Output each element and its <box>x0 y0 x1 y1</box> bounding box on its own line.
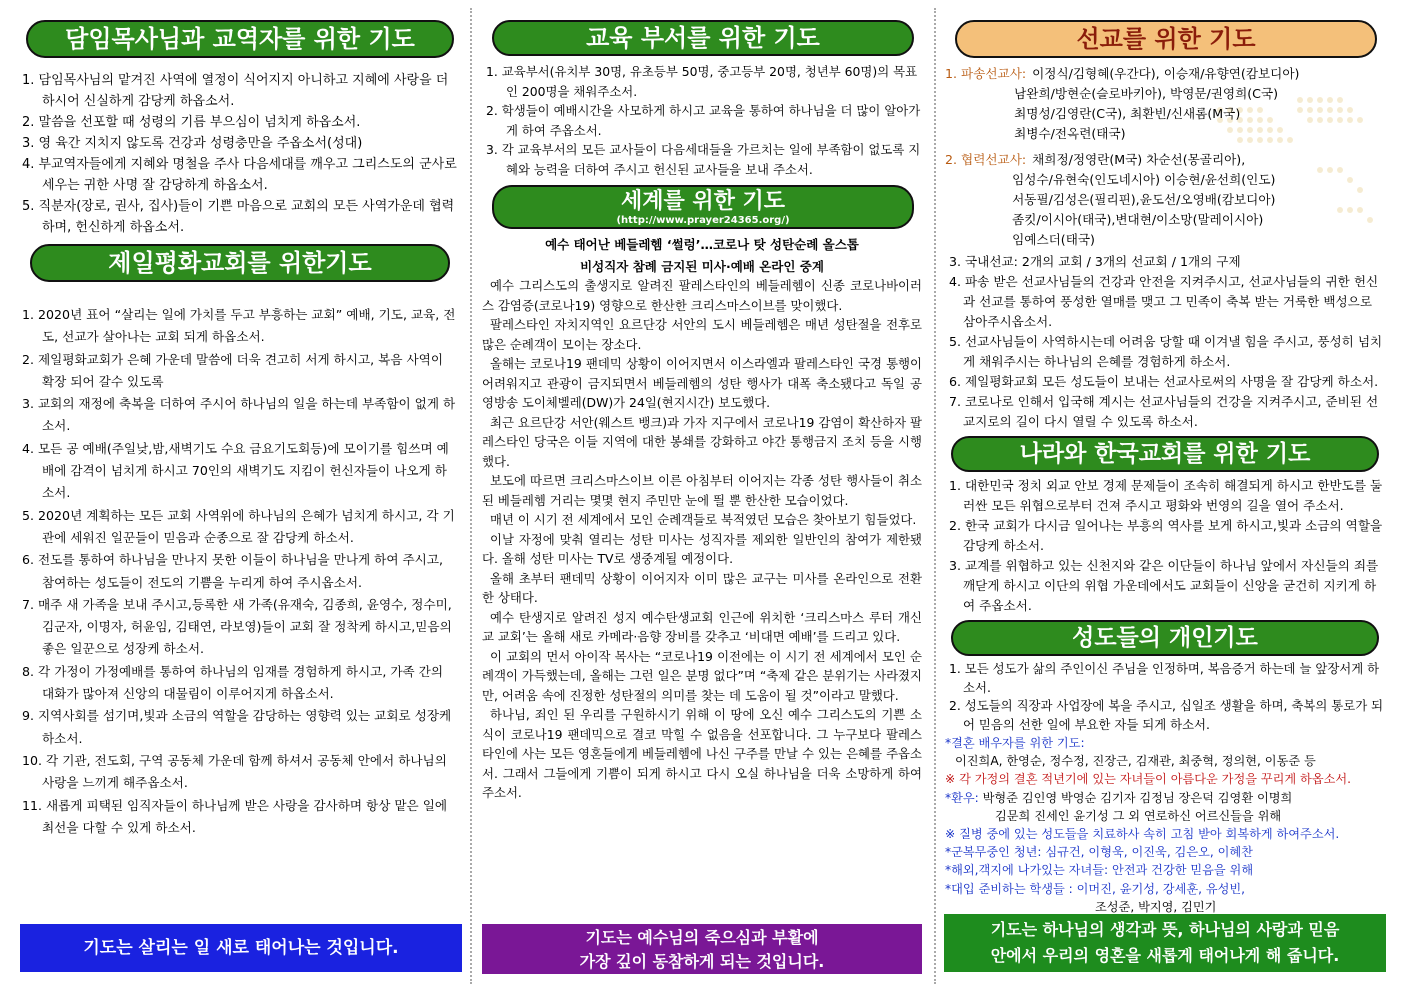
marriage-title: *결혼 배우자를 위한 기도: <box>945 736 1085 750</box>
patients-note: ※ 질병 중에 있는 성도들을 치료하사 속히 고침 받아 회복하게 하여주소서. <box>945 827 1340 842</box>
pastor-prayer-list <box>18 70 458 238</box>
list-item: 1. 모든 성도가 삶의 주인이신 주님을 인정하며, 복음증거 하는데 늘 앞장서게 하소서. <box>949 661 1380 695</box>
heading-church-prayer: 제일평화교회를 위한기도 <box>30 244 450 282</box>
news-paragraph: 이 교회의 먼서 아이작 목사는 “코로나19 이전에는 이 시기 전 세계에서 모인 순례객이 가득했는데, 올해는 그런 일은 분명 없다”며 “축제 같은 분위기는 사라졌지만, 어려움 속에 진정한 성탄절의 의미를 찾는 데 도움이 될 것”이라고 말했다. <box>482 648 922 703</box>
list-item: 2. 한국 교회가 다시금 일어나는 부흥의 역사를 보게 하시고,빛과 소금의 역할을 감당케 하소서. <box>949 518 1383 553</box>
list-item: 10. 각 기관, 전도회, 구역 공동체 가운데 함께 하셔서 공동체 안에서 하나님의 사랑을 느끼게 해주옵소서. <box>22 752 447 791</box>
footer-right <box>944 914 1386 972</box>
world-prayer-title: 세계를 위한 기도 <box>620 189 786 214</box>
news-paragraph: 최근 요르단강 서안(웨스트 뱅크)과 가자 지구에서 코로나19 감염이 확산하자 팔레스타인 당국은 이들 지역에 대한 봉쇄를 강화하고 야간 통행금지 조치 등을 시행했다. <box>482 414 922 469</box>
heading-pastor-prayer: 담임목사님과 교역자를 위한 기도 <box>26 20 454 58</box>
news-subtitle: 비성직자 참례 금지된 미사·예배 온라인 중계 <box>580 259 824 274</box>
column-left <box>18 10 458 839</box>
marriage-note: ※ 각 가정의 결혼 적년기에 있는 자녀들이 아름다운 가정을 꾸리게 하옵소서. <box>945 772 1352 787</box>
heading-personal-prayer: 성도들의 개인기도 <box>951 620 1379 656</box>
church-prayer-list <box>18 304 458 839</box>
column-middle <box>482 10 922 803</box>
list-item: 3. 영 육간 지치지 않도록 건강과 성령충만을 주옵소서(성대) <box>22 136 363 151</box>
news-paragraph: 이날 자정에 맞춰 열리는 성탄 미사는 성직자를 제외한 일반인의 참여가 제한됐다. 올해 성탄 미사는 TV로 생중계될 예정이다. <box>482 531 922 566</box>
missionary-group <box>945 150 1385 250</box>
list-item: 3. 교계를 위협하고 있는 신천지와 같은 이단들이 하나님 앞에서 자신들의 죄를 깨닫게 하시고 이단의 위협 가운데에서도 교회들이 신앙을 굳건히 지키게 하여 주옵소서. <box>949 558 1379 613</box>
news-paragraph: 매년 이 시기 전 세계에서 모인 순례객들로 북적였던 모습은 찾아보기 힘들었다. <box>490 512 917 527</box>
missionary-names: 채희정/정영란(M국) 차순선(몽골리아), 임성수/유현숙(인도네시아) 이승현/윤선희(인도) 서동필/김성은(필리핀),윤도선/오영배(캄보디아) 좀킷/이시아(태국),변대현/이소망(말레이시아) 임예스더(태국) <box>1012 152 1276 247</box>
footer-middle-line1: 기도는 예수님의 죽으심과 부활에 <box>585 928 819 947</box>
footer-left: 기도는 살리는 일 새로 태어나는 것입니다. <box>20 924 462 972</box>
heading-nation-prayer: 나라와 한국교회를 위한 기도 <box>951 436 1379 472</box>
footer-middle <box>482 924 922 974</box>
news-paragraph: 올해는 코로나19 팬데믹 상황이 이어지면서 이스라엘과 팔레스타인 국경 통행이 어려워지고 관광이 금지되면서 베들레헴의 성탄 행사가 대폭 축소됐다고 독일 공영방송 도이체벨레(DW)가 24일(현지시간) 보도했다. <box>482 356 922 410</box>
missionary-group-label: 2. 협력선교사: <box>945 152 1027 167</box>
missionaries-block <box>945 64 1385 250</box>
list-item: 11. 새롭게 피택된 임직자들이 하나님께 받은 사랑을 감사하며 항상 맡은 일에 최선을 다할 수 있게 하소서. <box>22 797 448 835</box>
news-title: 예수 태어난 베들레헴 ‘썰렁’…코로나 탓 성탄순례 올스톱 <box>545 237 859 252</box>
list-item: 3. 각 교육부서의 모든 교사들이 다음세대들을 가르치는 일에 부족함이 없도록 지혜와 능력을 더하여 주시고 헌신된 교사들을 보내 주소서. <box>486 142 921 177</box>
mission-prayer-list <box>945 252 1385 432</box>
military-line: *군복무중인 청년: 심규건, 이형욱, 이진욱, 김은오, 이혜찬 <box>945 845 1253 860</box>
world-prayer-url: (http://www.prayer24365.org/) <box>616 215 790 226</box>
list-item: 9. 지역사회를 섬기며,빛과 소금의 역할을 감당하는 영향력 있는 교회로 성장케 하소서. <box>22 708 452 746</box>
exam-line2: 조성준, 박지영, 김민기 <box>1095 899 1217 914</box>
list-item: 4. 모든 공 예배(주일낮,밤,새벽기도 수요 금요기도회등)에 모이기를 힘쓰며 예배에 감격이 넘치게 하시고 70인의 새벽기도 지킴이 헌신자들이 나오게 하소서. <box>22 440 449 501</box>
list-item: 5. 2020년 계획하는 모든 교회 사역위에 하나님의 은혜가 넘치게 하시고, 각 기관에 세워진 일꾼들이 믿음과 순종으로 잘 감당케 하소서. <box>22 507 455 545</box>
news-paragraph: 올해 초부터 팬데믹 상황이 이어지자 이미 많은 교구는 미사를 온라인으로 전환한 상태다. <box>482 570 922 605</box>
list-item: 1. 2020년 표어 “살리는 일에 가치를 두고 부흥하는 교회” 예배, 기도, 교육, 전도, 선교가 살아나는 교회 되게 하옵소서. <box>22 307 456 345</box>
footer-middle-line2: 가장 깊이 동참하게 되는 것입니다. <box>579 952 825 971</box>
list-item: 8. 각 가정이 가정예배를 통하여 하나님의 임재를 경험하게 하시고, 가족 간의 대화가 많아져 신앙의 대물림이 이루어지게 하옵소서. <box>22 663 444 702</box>
heading-world-prayer <box>492 185 914 229</box>
list-item: 7. 코로나로 인해서 입국해 계시는 선교사님들의 건강을 지켜주시고, 준비된 선교지로의 길이 다시 열릴 수 있도록 하소서. <box>949 394 1379 429</box>
list-item: 1. 담임목사님의 맡겨진 사역에 열정이 식어지지 아니하고 지혜에 사랑을 더하시어 신실하게 감당케 하옵소서. <box>22 73 449 109</box>
news-paragraph: 보도에 따르면 크리스마스이브 이른 아침부터 이어지는 각종 성탄 행사들이 취소된 베들레헴 거리는 몇몇 현지 주민만 눈에 띌 뿐 한산한 모습이었다. <box>482 473 922 508</box>
patients-line2: 김문희 진세인 윤기성 그 외 연로하신 어르신들을 위해 <box>995 808 1282 823</box>
news-paragraph: 하나님, 죄인 된 우리를 구원하시기 위해 이 땅에 오신 예수 그리스도의 기쁜 소식이 코로나19 팬데믹으로 결코 막힐 수 없음을 선포합니다. 그 누구보다 팔레스타인에 사는 모든 영혼들에게 베들레헴에 나신 구주를 만날 수 있는 은혜를 주옵소서. 그래서 그들에게 기쁨이 되게 하시고 다시 오실 하나님을 더욱 소망하게 하여 주소서. <box>482 707 922 800</box>
heading-education-prayer: 교육 부서를 위한 기도 <box>492 20 914 56</box>
news-paragraph: 예수 그리스도의 출생지로 알려진 팔레스타인의 베들레헴이 신종 코로나바이러스 감염증(코로나19) 영향으로 한산한 크리스마스이브를 맞이했다. <box>482 278 922 313</box>
list-item: 7. 매주 새 가족을 보내 주시고,등록한 새 가족(유재숙, 김종희, 윤영수, 정수미, 김군자, 이명자, 허윤임, 김태연, 라보영)들이 교회 잘 정착케 하시고,믿음의 좋은 일꾼으로 성장케 하소서. <box>22 596 452 657</box>
list-item: 6. 전도를 통하여 하나님을 만나지 못한 이들이 하나님을 만나게 하여 주시고, 참여하는 성도들이 전도의 기쁨을 누리게 하여 주시옵소서. <box>22 552 444 590</box>
list-item: 1. 대한민국 정치 외교 안보 경제 문제들이 조속히 해결되게 하시고 한반도를 둘러싼 모든 위협으로부터 건져 주시고 평화와 번영의 길을 열어 주소서. <box>949 478 1383 513</box>
list-item: 1. 교육부서(유치부 30명, 유초등부 50명, 중고등부 20명, 청년부 60명)의 목표인 200명을 채워주소서. <box>486 64 918 99</box>
patients-line: *환우: 박형준 김인영 박영순 김기자 김정님 장은덕 김영환 이명희 <box>945 790 1293 805</box>
list-item: 5. 선교사님들이 사역하시는데 어려움 당할 때 이겨낼 힘을 주시고, 풍성히 넘치게 채워주시는 하나님의 은혜를 경험하게 하소서. <box>949 334 1383 369</box>
news-body <box>482 276 922 803</box>
overseas-line: *해외,객지에 나가있는 자녀들: 안전과 건강한 믿음을 위해 <box>945 863 1254 878</box>
missionary-group <box>945 64 1385 144</box>
column-right <box>945 10 1385 916</box>
heading-mission-prayer: 선교를 위한 기도 <box>955 20 1377 58</box>
list-item: 2. 성도들의 직장과 사업장에 복을 주시고, 십일조 생활을 하며, 축복의 통로가 되어 믿음의 선한 일에 부요한 자들 되게 하소서. <box>949 698 1384 732</box>
marriage-names: 이진희A, 한영순, 정수정, 진장근, 김재관, 최중혁, 정의현, 이동준 등 <box>955 754 1316 769</box>
list-item: 2. 말씀을 선포할 때 성령의 기름 부으심이 넘치게 하옵소서. <box>22 115 361 130</box>
news-paragraph: 팔레스타인 자치지역인 요르단강 서안의 도시 베들레헴은 매년 성탄절을 전후로 많은 순례객이 모이는 장소다. <box>482 317 922 352</box>
footer-right-line1: 기도는 하나님의 생각과 뜻, 하나님의 사랑과 믿음 <box>990 920 1340 939</box>
list-item: 3. 교회의 재정에 축복을 더하여 주시어 하나님의 일을 하는데 부족함이 없게 하소서. <box>22 396 456 434</box>
footer-right-line2: 안에서 우리의 영혼을 새롭게 태어나게 해 줍니다. <box>990 946 1340 965</box>
list-item: 2. 학생들이 예배시간을 사모하게 하시고 교육을 통하여 하나님을 더 많이 알아가게 하여 주옵소서. <box>486 103 921 138</box>
list-item: 4. 부교역자들에게 지혜와 명철을 주사 다음세대를 깨우고 그리스도의 군사로 세우는 귀한 사명 잘 감당하게 하옵소서. <box>22 157 457 193</box>
missionary-group-label: 1. 파송선교사: <box>945 66 1027 81</box>
special-prayer-block <box>945 734 1385 916</box>
exam-line: *대입 준비하는 학생들 : 이머진, 윤기성, 강세훈, 유성빈, <box>945 881 1246 896</box>
nation-prayer-list <box>945 476 1385 616</box>
list-item: 3. 국내선교: 2개의 교회 / 3개의 선교회 / 1개의 구제 <box>949 254 1241 269</box>
list-item: 5. 직분자(장로, 권사, 집사)들이 기쁜 마음으로 교회의 모든 사역가운데 협력하며, 헌신하게 하옵소서. <box>22 199 455 235</box>
missionary-names: 이정식/김형혜(우간다), 이승재/유향연(캄보디아) 남완희/방현순(슬로바키아), 박영문/권영희(C국) 최명성/김영란(C국), 최환빈/신새롬(M국) 최병수/전옥련(태국) <box>1014 66 1300 141</box>
personal-prayer-list <box>945 660 1385 734</box>
list-item: 4. 파송 받은 선교사님들의 건강과 안전을 지켜주시고, 선교사님들의 귀한 헌신과 선교를 통하여 풍성한 열매를 맺고 그 민족이 축복 받는 거룩한 백성으로 삼아주시옵소서. <box>949 274 1379 329</box>
news-paragraph: 예수 탄생지로 알려진 성지 예수탄생교회 인근에 위치한 ‘크리스마스 루터 개신교 교회’는 올해 새로 카메라·음향 장비를 갖추고 ‘비대면 예배’를 드리고 있다. <box>482 609 922 644</box>
list-item: 2. 제일평화교회가 은혜 가운데 말씀에 더욱 견고히 서게 하시고, 복음 사역이 확장 되어 갈수 있도록 <box>22 351 444 389</box>
education-prayer-list <box>482 62 922 179</box>
list-item: 6. 제일평화교회 모든 성도들이 보내는 선교사로써의 사명을 잘 감당케 하소서. <box>949 374 1379 389</box>
